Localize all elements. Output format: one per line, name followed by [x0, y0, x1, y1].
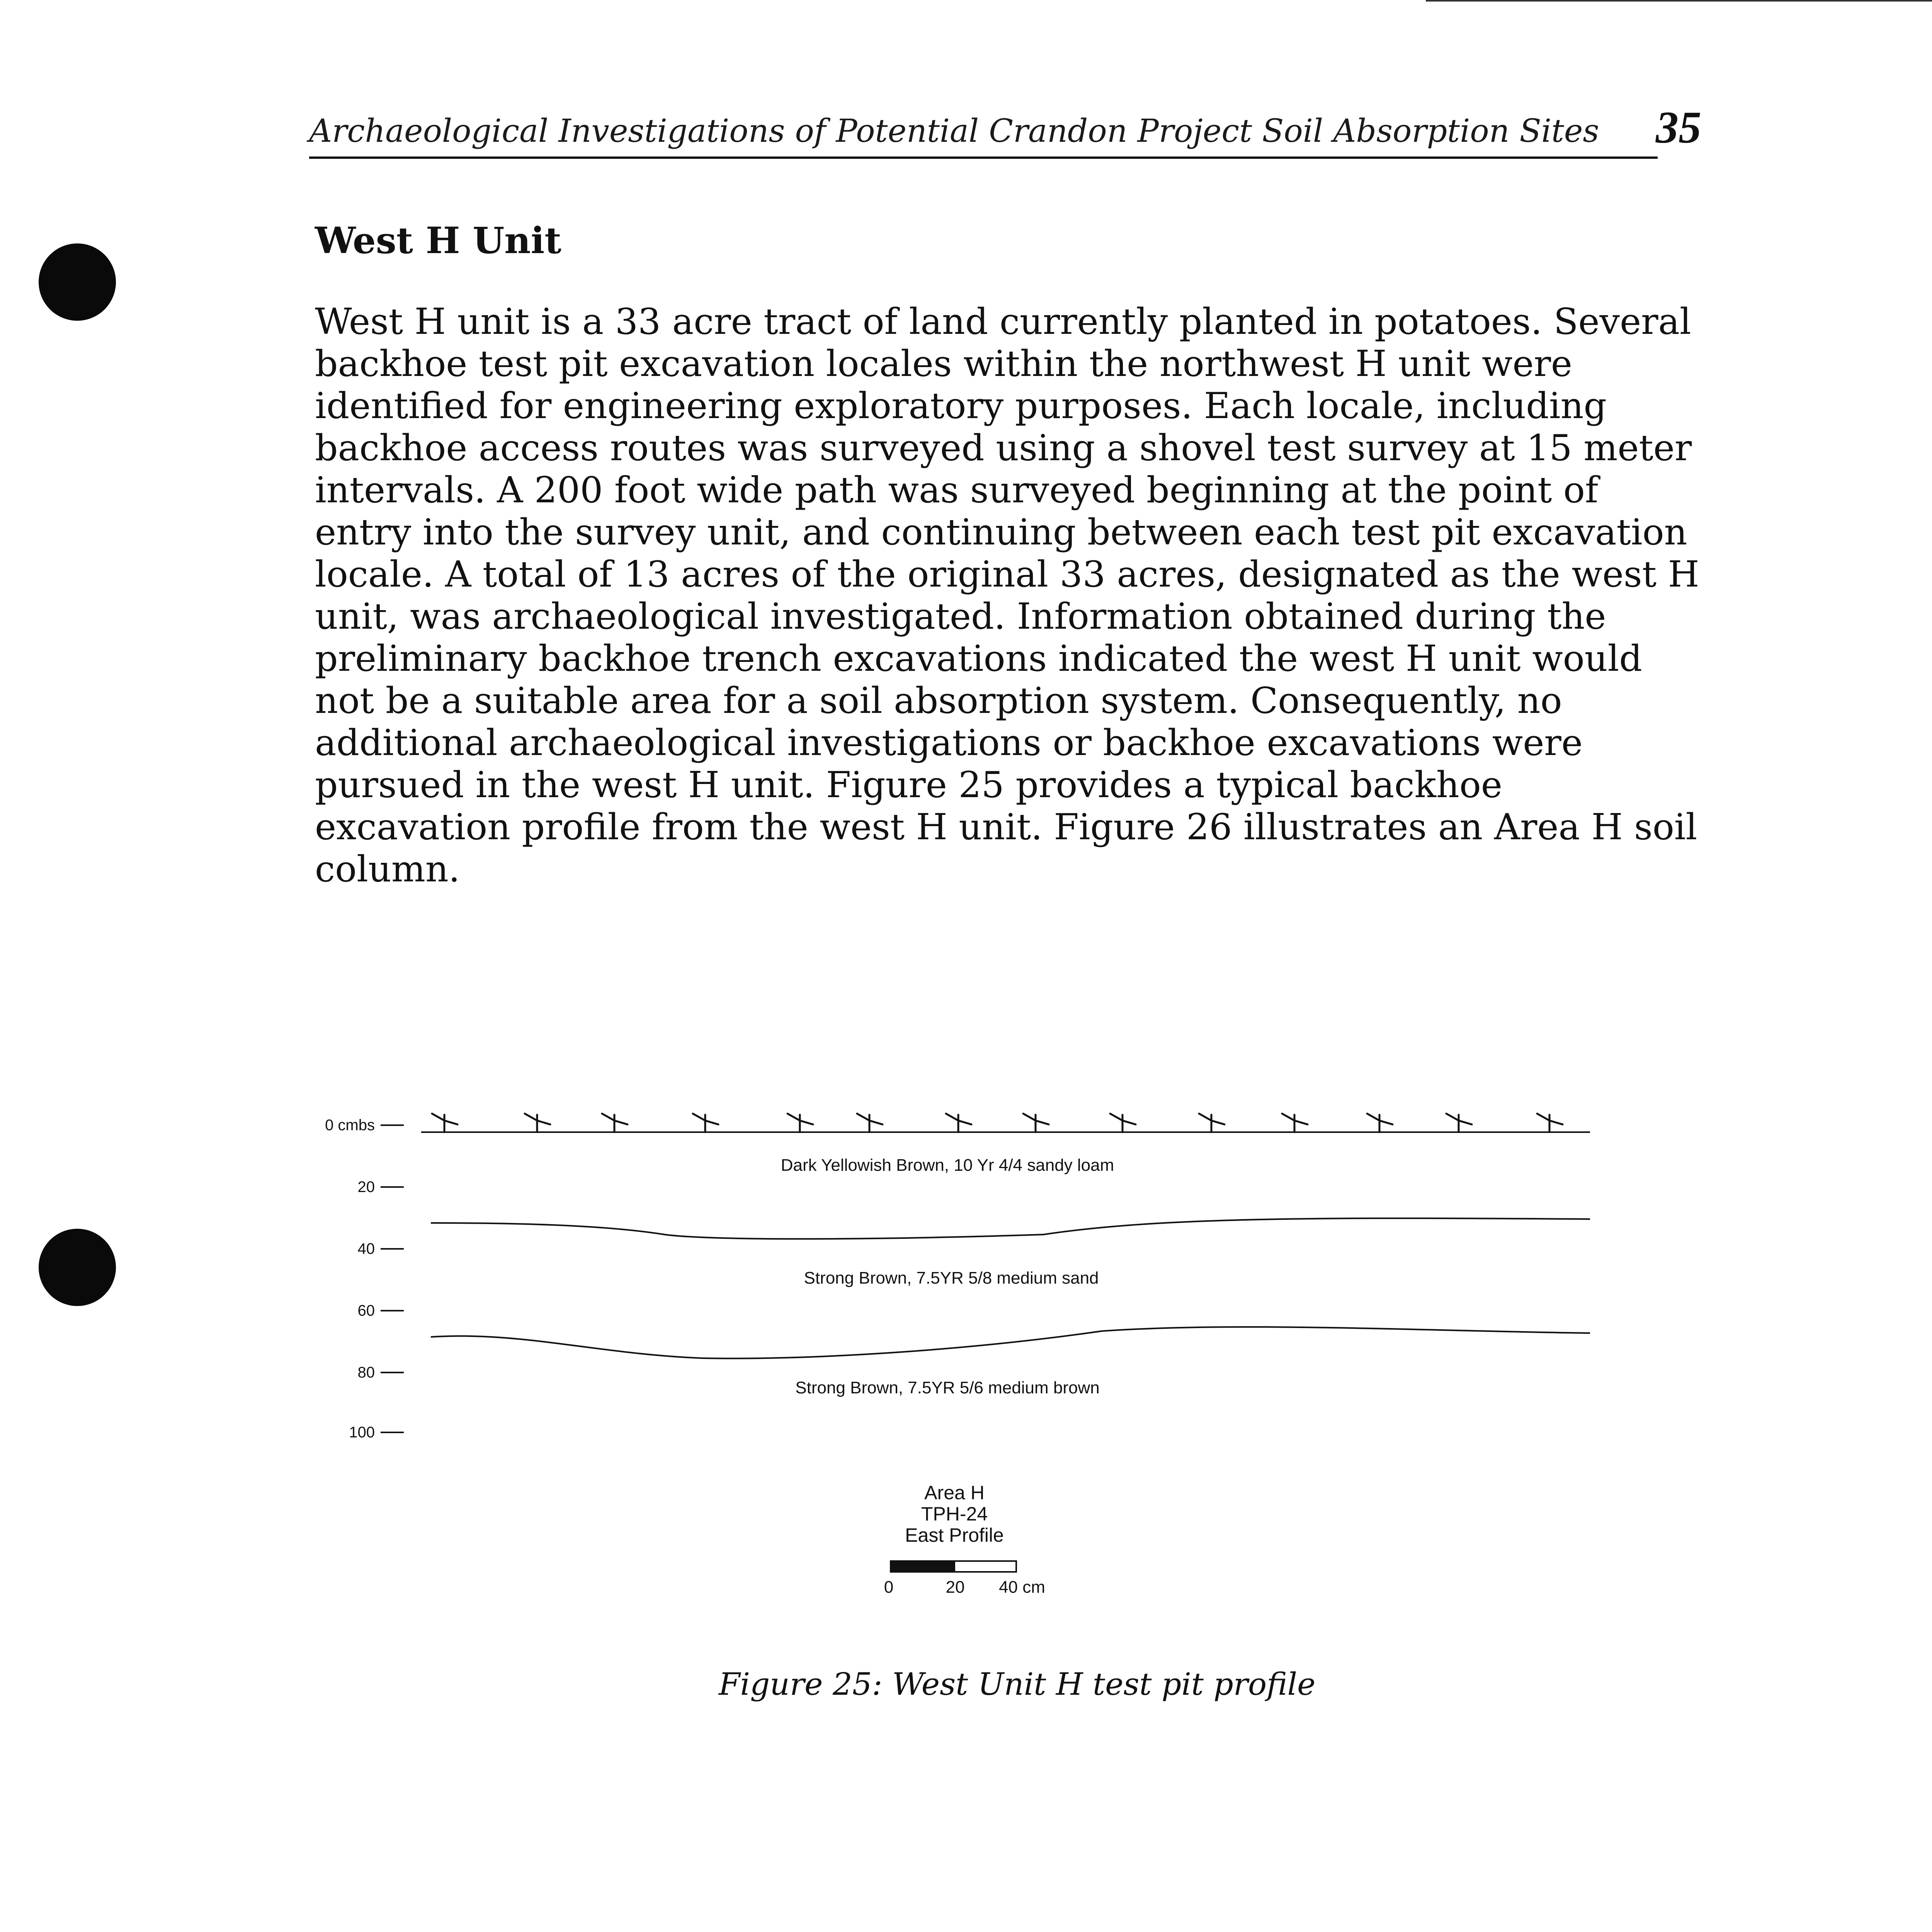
profile-area-label: Area H: [924, 1482, 985, 1503]
depth-label-80: 80: [357, 1364, 375, 1381]
layer-label-1: Dark Yellowish Brown, 10 Yr 4/4 sandy loam: [781, 1156, 1114, 1175]
paragraph-line: pursued in the west H unit. Figure 25 provides a typical backhoe: [315, 764, 1502, 806]
plant-icon: [1282, 1114, 1308, 1132]
profile-pit-label: TPH-24: [921, 1503, 988, 1525]
paragraph-line: backhoe test pit excavation locales within the northwest H unit were: [315, 343, 1572, 384]
paragraph-line: intervals. A 200 foot wide path was surveyed beginning at the point of: [315, 469, 1599, 511]
paragraph-line: excavation profile from the west H unit. Figure 26 illustrates an Area H soil: [315, 806, 1697, 848]
plant-icon: [787, 1114, 813, 1132]
section-heading: West H Unit: [315, 219, 561, 262]
depth-label-100: 100: [349, 1424, 375, 1441]
layer-label-2: Strong Brown, 7.5YR 5/8 medium sand: [804, 1269, 1099, 1287]
paragraph-line: not be a suitable area for a soil absorption system. Consequently, no: [315, 680, 1562, 721]
plant-icon: [525, 1114, 550, 1132]
depth-ticks: [381, 1125, 404, 1432]
plant-icon: [857, 1114, 883, 1132]
paragraph-line: additional archaeological investigations or backhoe excavations were: [315, 722, 1583, 764]
paragraph-line: preliminary backhoe trench excavations indicated the west H unit would: [315, 638, 1642, 679]
paragraph-line: identified for engineering exploratory purposes. Each locale, including: [315, 385, 1607, 427]
profile-side-label: East Profile: [905, 1524, 1004, 1546]
scale-bar: [891, 1561, 1016, 1572]
plant-icon: [602, 1114, 628, 1132]
plant-icon: [1367, 1114, 1393, 1132]
layer-boundary-1: [431, 1218, 1590, 1239]
depth-label-60: 60: [357, 1302, 375, 1319]
plant-icon: [1110, 1114, 1136, 1132]
scale-label-20: 20: [946, 1578, 965, 1597]
depth-label-0: 0 cmbs: [325, 1117, 375, 1134]
layer-boundary-2: [431, 1327, 1590, 1359]
scale-label-40: 40 cm: [999, 1578, 1045, 1597]
plant-icon: [1023, 1114, 1049, 1132]
paragraph-line: West H unit is a 33 acre tract of land currently planted in potatoes. Several: [315, 301, 1691, 342]
plant-icon: [1446, 1114, 1472, 1132]
plant-icon: [1199, 1114, 1225, 1132]
scale-label-0: 0: [884, 1578, 894, 1597]
paragraph-line: column.: [315, 848, 460, 890]
paragraph-line: backhoe access routes was surveyed using a shovel test survey at 15 meter: [315, 427, 1692, 469]
page-number: 35: [1656, 102, 1701, 153]
plant-icon: [946, 1114, 971, 1132]
paragraph-line: locale. A total of 13 acres of the original 33 acres, designated as the west H: [315, 553, 1699, 595]
paragraph-line: unit, was archaeological investigated. Information obtained during the: [315, 595, 1606, 637]
plant-icon: [693, 1114, 718, 1132]
running-title: Archaeological Investigations of Potential Crandon Project Soil Absorption Sites: [309, 113, 1599, 150]
plant-icon: [432, 1114, 457, 1132]
depth-label-40: 40: [357, 1240, 375, 1257]
plant-icon: [1537, 1114, 1563, 1132]
figure-caption: Figure 25: West Unit H test pit profile: [719, 1666, 1316, 1702]
plant-symbols: [432, 1114, 1563, 1132]
paragraph-line: entry into the survey unit, and continuing between each test pit excavation: [315, 511, 1687, 553]
layer-label-3: Strong Brown, 7.5YR 5/6 medium brown: [795, 1378, 1100, 1397]
depth-label-20: 20: [357, 1179, 375, 1196]
